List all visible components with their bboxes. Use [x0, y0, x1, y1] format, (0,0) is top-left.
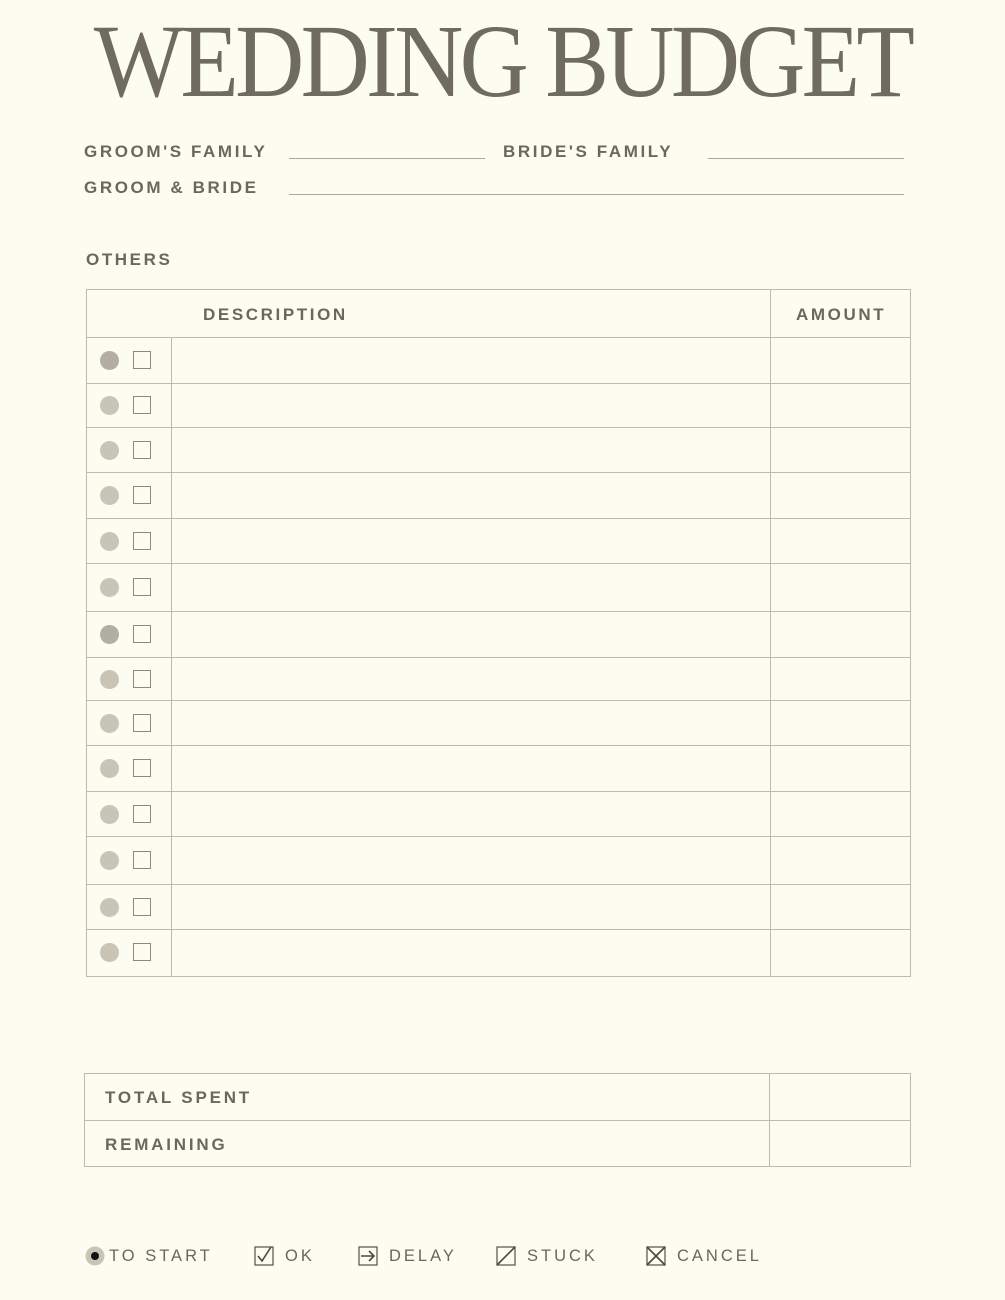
brides-family-field[interactable] [708, 158, 904, 159]
amount-cell[interactable] [772, 564, 910, 611]
legend-to-start: TO START [109, 1247, 213, 1265]
description-cell[interactable] [173, 930, 769, 976]
table-row [87, 519, 910, 564]
cancel-x-icon [646, 1246, 666, 1266]
amount-cell[interactable] [772, 384, 910, 427]
legend-delay: DELAY [389, 1247, 457, 1265]
amount-cell[interactable] [772, 658, 910, 700]
row-checkbox[interactable] [133, 486, 151, 504]
row-checkbox[interactable] [133, 943, 151, 961]
description-cell[interactable] [173, 338, 769, 383]
groom-bride-field[interactable] [289, 194, 904, 195]
table-row [87, 473, 910, 519]
table-row [87, 428, 910, 473]
table-row [87, 792, 910, 837]
legend-ok: OK [285, 1247, 315, 1265]
description-cell[interactable] [173, 612, 769, 657]
status-dot-icon[interactable] [100, 898, 119, 917]
brides-family-label: BRIDE'S FAMILY [503, 142, 674, 161]
total-spent-label: TOTAL SPENT [105, 1088, 252, 1107]
to-start-icon [85, 1246, 105, 1266]
amount-cell[interactable] [772, 612, 910, 657]
row-checkbox[interactable] [133, 532, 151, 550]
status-dot-icon[interactable] [100, 943, 119, 962]
grooms-family-field[interactable] [289, 158, 485, 159]
table-row [87, 837, 910, 885]
remaining-row [85, 1121, 910, 1168]
status-dot-icon[interactable] [100, 532, 119, 551]
table-row [87, 384, 910, 428]
description-cell[interactable] [173, 658, 769, 700]
budget-table [86, 289, 911, 977]
row-checkbox[interactable] [133, 670, 151, 688]
status-dot-icon[interactable] [100, 805, 119, 824]
amount-cell[interactable] [772, 837, 910, 884]
row-checkbox[interactable] [133, 851, 151, 869]
amount-cell[interactable] [772, 792, 910, 836]
row-checkbox[interactable] [133, 441, 151, 459]
totals-amount-divider [769, 1074, 770, 1166]
amount-cell[interactable] [772, 746, 910, 791]
amount-cell[interactable] [772, 519, 910, 563]
table-header [87, 290, 910, 338]
row-checkbox[interactable] [133, 625, 151, 643]
description-cell[interactable] [173, 885, 769, 929]
status-dot-icon[interactable] [100, 759, 119, 778]
description-cell[interactable] [173, 792, 769, 836]
row-checkbox[interactable] [133, 351, 151, 369]
amount-cell[interactable] [772, 338, 910, 383]
column-header-amount: AMOUNT [796, 305, 887, 324]
table-row [87, 338, 910, 384]
grooms-family-label: GROOM'S FAMILY [84, 142, 268, 161]
status-dot-icon[interactable] [100, 625, 119, 644]
table-row [87, 612, 910, 658]
table-row [87, 930, 910, 976]
row-checkbox[interactable] [133, 578, 151, 596]
amount-cell[interactable] [772, 473, 910, 518]
table-row [87, 701, 910, 746]
description-cell[interactable] [173, 519, 769, 563]
status-dot-icon[interactable] [100, 851, 119, 870]
stuck-slash-icon [496, 1246, 516, 1266]
amount-cell[interactable] [772, 701, 910, 745]
amount-cell[interactable] [772, 930, 910, 976]
table-row [87, 746, 910, 792]
description-cell[interactable] [173, 701, 769, 745]
column-header-description: DESCRIPTION [203, 305, 348, 324]
row-checkbox[interactable] [133, 898, 151, 916]
description-cell[interactable] [173, 564, 769, 611]
table-row [87, 658, 910, 701]
total-spent-row [85, 1074, 910, 1121]
totals-table [84, 1073, 911, 1167]
page-title: WEDDING BUDGET [93, 4, 912, 119]
description-cell[interactable] [173, 384, 769, 427]
amount-cell[interactable] [772, 428, 910, 472]
row-checkbox[interactable] [133, 714, 151, 732]
description-cell[interactable] [173, 746, 769, 791]
table-row [87, 885, 910, 930]
row-checkbox[interactable] [133, 805, 151, 823]
status-dot-icon[interactable] [100, 396, 119, 415]
table-row [87, 564, 910, 612]
status-dot-icon[interactable] [100, 670, 119, 689]
row-checkbox[interactable] [133, 396, 151, 414]
status-dot-icon[interactable] [100, 351, 119, 370]
row-checkbox[interactable] [133, 759, 151, 777]
description-cell[interactable] [173, 837, 769, 884]
section-title: OTHERS [86, 250, 173, 269]
legend-stuck: STUCK [527, 1247, 598, 1265]
ok-checkbox-icon [254, 1246, 274, 1266]
status-dot-icon[interactable] [100, 578, 119, 597]
legend-cancel: CANCEL [677, 1247, 762, 1265]
groom-bride-label: GROOM & BRIDE [84, 178, 259, 197]
amount-cell[interactable] [772, 885, 910, 929]
status-dot-icon[interactable] [100, 714, 119, 733]
delay-arrow-icon [358, 1246, 378, 1266]
status-dot-icon[interactable] [100, 486, 119, 505]
status-dot-icon[interactable] [100, 441, 119, 460]
description-cell[interactable] [173, 428, 769, 472]
remaining-label: REMAINING [105, 1135, 228, 1154]
description-cell[interactable] [173, 473, 769, 518]
